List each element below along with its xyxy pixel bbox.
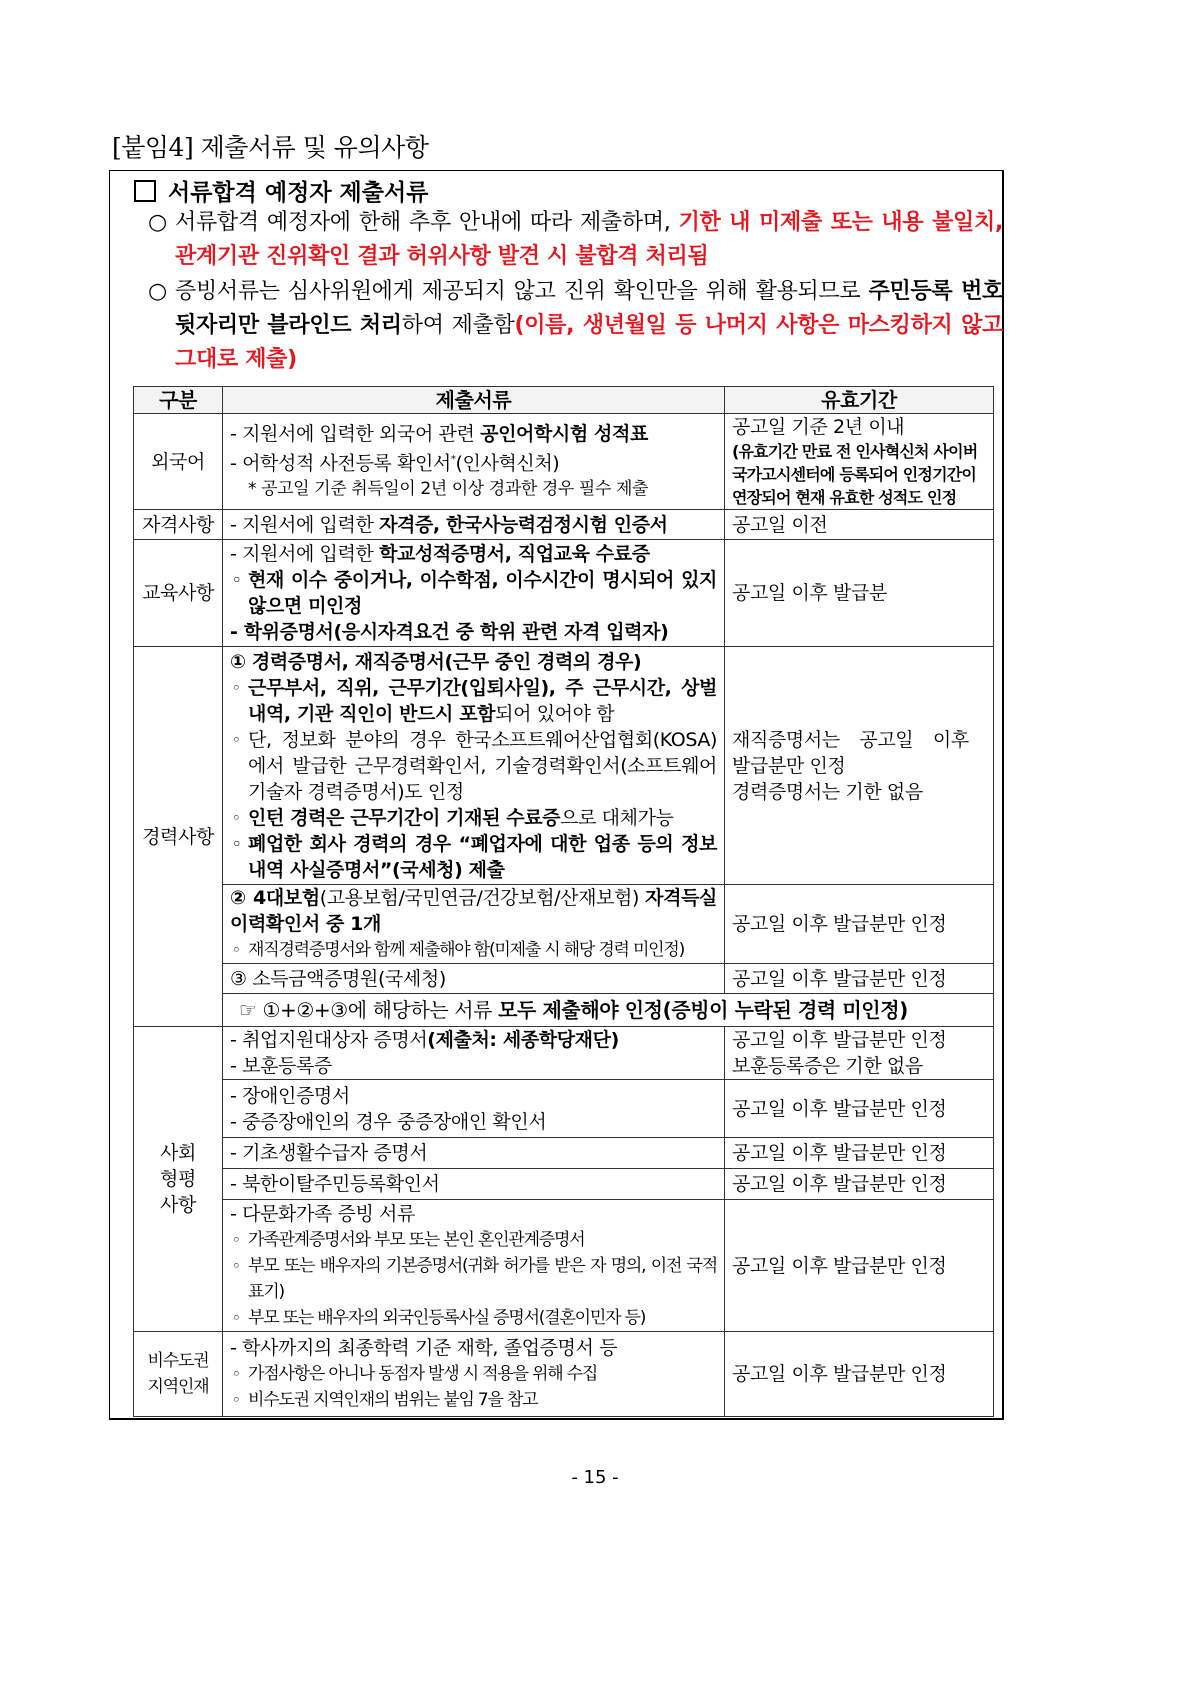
validity-cell: 공고일 이후 발급분만 인정 xyxy=(725,1138,994,1169)
doc-text: (인사혁신처) xyxy=(455,452,560,475)
validity-cell xyxy=(725,1027,994,1080)
header-validity: 유효기간 xyxy=(725,387,994,414)
footnote-mark: * xyxy=(450,453,456,465)
table-row-social-3 xyxy=(134,1138,994,1169)
pointing-hand-icon: ☞ xyxy=(239,998,257,1022)
documents-cell xyxy=(223,885,725,964)
documents-cell: - 북한이탈주민등록확인서 xyxy=(223,1169,725,1200)
notice-warning-text: (이름, 생년월일 등 나머지 사항은 마스킹하지 않고 그대로 제출) xyxy=(175,313,1003,372)
footnote-text: * 공고일 기준 취득일이 2년 이상 경과한 경우 필수 제출 xyxy=(248,479,649,500)
doc-text: - 지원서에 입력한 xyxy=(230,513,380,536)
table-row-career-3 xyxy=(134,964,994,994)
doc-bold-text: 모두 제출해야 인정(증빙이 누락된 경력 미인정) xyxy=(498,998,908,1022)
validity-cell: 공고일 이후 발급분만 인정 xyxy=(725,1332,994,1417)
table-row-career-1 xyxy=(134,647,994,885)
category-cell xyxy=(134,1027,223,1332)
documents-cell xyxy=(223,540,725,647)
section-heading xyxy=(134,174,428,207)
category-text: 사회 xyxy=(160,1142,196,1164)
notice-text: 하여 제출함 xyxy=(401,313,515,338)
doc-text: - 어학성적 사전등록 확인서 xyxy=(230,452,451,475)
documents-cell xyxy=(223,1027,725,1080)
category-text: 지역인재 xyxy=(147,1377,209,1397)
doc-sub-item: ◦ 가족관계증명서와 부모 또는 본인 혼인관계증명서 xyxy=(230,1227,717,1253)
doc-sub-item: ◦ 재직경력증명서와 함께 제출해야 함(미제출 시 해당 경력 미인정) xyxy=(230,937,717,963)
documents-cell xyxy=(223,1200,725,1332)
doc-text: - 지원서에 입력한 xyxy=(230,543,380,565)
validity-cell: 공고일 이전 xyxy=(725,510,994,540)
category-text: 형평 xyxy=(160,1168,196,1190)
table-row-social-1 xyxy=(134,1027,994,1080)
doc-bold-text: 인턴 경력은 근무기간이 기재된 수료증 xyxy=(248,806,561,829)
validity-text: 보훈등록증은 기한 없음 xyxy=(732,1055,923,1077)
doc-bold-text: 자격증, 한국사능력검정시험 인증서 xyxy=(379,513,668,536)
notice-warning-text: 기한 내 미제출 또는 내용 불일치, 관계기관 진위확인 결과 허위사항 발견 시 불합격 처리됨 xyxy=(175,210,1003,269)
validity-text: 공고일 이후 발급분만 인정 xyxy=(732,1029,947,1051)
validity-cell: 공고일 이후 발급분만 인정 xyxy=(725,885,994,964)
doc-sub-item: ◦ 가점사항은 아니나 동점자 발생 시 적용을 위해 수집 xyxy=(230,1361,717,1387)
doc-text: ①+②+③에 해당하는 서류 xyxy=(256,998,499,1022)
notice-bold-text: 주민등록 번호 뒷자리만 블라인드 처리 xyxy=(175,279,1003,338)
documents-cell: - 기초생활수급자 증명서 xyxy=(223,1138,725,1169)
validity-text: 공고일 기준 2년 이내 xyxy=(732,416,905,438)
documents-table xyxy=(133,386,994,1417)
doc-sub-item: ◦ 폐업한 회사 경력의 경우 “폐업자에 대한 업종 등의 정보내역 사실증명서”(국세청) 제출 xyxy=(230,831,717,883)
circle-bullet-icon: ○ xyxy=(148,210,167,235)
doc-sub-item: ◦ 비수도권 지역인재의 범위는 붙임 7을 참고 xyxy=(230,1387,717,1413)
table-row-regional-talent xyxy=(134,1332,994,1417)
doc-sub-item: ◦ 단, 정보화 분야의 경우 한국소프트웨어산업협회(KOSA)에서 발급한 근무경력확인서, 기술경력확인서(소프트웨어기술자 경력증명서)도 인정 xyxy=(230,727,717,805)
doc-bold-text: 공인어학시험 성적표 xyxy=(480,422,648,445)
doc-sub-item: ◦ 현재 이수 중이거나, 이수학점, 이수시간이 명시되어 있지 않으면 미인정 xyxy=(230,567,717,619)
notice-text: 서류합격 예정자에 한해 추후 안내에 따라 제출하며, xyxy=(175,210,679,235)
documents-cell: ③ 소득금액증명원(국세청) xyxy=(223,964,725,994)
doc-item-title: ① 경력증명서, 재직증명서(근무 중인 경력의 경우) xyxy=(230,650,642,673)
doc-bold-text: 근무부서, 직위, 근무기간(입퇴사일), 주 근무시간, 상벌내역, 기관 직인이 반드시 포함 xyxy=(248,676,717,725)
doc-text: 으로 대체가능 xyxy=(560,806,674,829)
doc-text: - 지원서에 입력한 외국어 관련 xyxy=(230,422,481,445)
doc-bold-text: - 학위증명서(응시자격요건 중 학위 관련 자격 입력자) xyxy=(230,621,669,643)
doc-sub-item: ◦ 부모 또는 배우자의 기본증명서(귀화 허가를 받은 자 명의, 이전 국적 표기) xyxy=(230,1253,717,1305)
table-row-career-summary xyxy=(134,994,994,1027)
notice-bullet-2 xyxy=(148,275,1003,377)
validity-text: 경력증명서는 기한 없음 xyxy=(732,780,923,803)
career-summary-cell xyxy=(223,994,994,1027)
validity-cell: 공고일 이후 발급분만 인정 xyxy=(725,1080,994,1138)
notice-text: 증빙서류는 심사위원에게 제공되지 않고 진위 확인만을 위해 활용되므로 xyxy=(175,279,869,304)
doc-text: - 장애인증명서 xyxy=(230,1084,350,1107)
doc-text: (고용보험/국민연금/건강보험/산재보험) xyxy=(319,887,646,909)
doc-text: - 중증장애인의 경우 중증장애인 확인서 xyxy=(230,1110,547,1133)
category-cell: 교육사항 xyxy=(134,540,223,647)
validity-cell: 공고일 이후 발급분만 인정 xyxy=(725,1200,994,1332)
documents-cell xyxy=(223,510,725,540)
category-cell xyxy=(134,1332,223,1417)
validity-note: (유효기간 만료 전 인사혁신처 사이버 국가고시센터에 등록되어 인정기간이 연장되어 현재 유효한 성적도 인정 xyxy=(732,442,978,507)
validity-cell: 공고일 이후 발급분만 인정 xyxy=(725,964,994,994)
header-category: 구분 xyxy=(134,387,223,414)
doc-text: - 다문화가족 증빙 서류 xyxy=(230,1202,415,1225)
doc-text: - 보훈등록증 xyxy=(230,1055,332,1077)
documents-cell xyxy=(223,1080,725,1138)
page-title: [붙임4] 제출서류 및 유의사항 xyxy=(112,133,429,162)
category-cell: 외국어 xyxy=(134,414,223,510)
table-row-foreign-language xyxy=(134,414,994,510)
doc-bold-text: 자격득실이력확인서 중 1개 xyxy=(230,887,717,935)
category-text: 비수도권 xyxy=(147,1351,209,1371)
category-cell: 경력사항 xyxy=(134,647,223,1027)
checkbox-square-icon xyxy=(134,180,156,202)
validity-cell: 공고일 이후 발급분만 인정 xyxy=(725,1169,994,1200)
circle-bullet-icon: ○ xyxy=(148,279,167,304)
validity-cell: 공고일 이후 발급분 xyxy=(725,540,994,647)
documents-cell xyxy=(223,414,725,510)
table-row-social-2 xyxy=(134,1080,994,1138)
validity-cell xyxy=(725,647,994,885)
category-text: 사항 xyxy=(160,1194,196,1216)
table-row-multicultural xyxy=(134,1200,994,1332)
doc-text: 되어 있어야 함 xyxy=(495,702,615,725)
doc-bold-text: (제출처: 세종학당재단) xyxy=(427,1029,619,1051)
header-documents: 제출서류 xyxy=(223,387,725,414)
table-row-qualification xyxy=(134,510,994,540)
doc-text: - 취업지원대상자 증명서 xyxy=(230,1029,428,1051)
documents-cell xyxy=(223,1332,725,1417)
table-row-career-2 xyxy=(134,885,994,964)
doc-sub-item: ◦ 부모 또는 배우자의 외국인등록사실 증명서(결혼이민자 등) xyxy=(230,1305,717,1331)
table-row-education xyxy=(134,540,994,647)
validity-text: 재직증명서는 공고일 이후 xyxy=(732,728,969,751)
category-cell: 자격사항 xyxy=(134,510,223,540)
doc-text: - 학사까지의 최종학력 기준 재학, 졸업증명서 등 xyxy=(230,1337,618,1359)
doc-bold-text: 학교성적증명서, 직업교육 수료증 xyxy=(379,543,650,565)
page-number: - 15 - xyxy=(571,1467,619,1488)
table-header-row xyxy=(134,387,994,414)
doc-bold-text: ② 4대보험 xyxy=(230,887,320,909)
section-heading-text: 서류합격 예정자 제출서류 xyxy=(168,180,429,206)
validity-text: 발급분만 인정 xyxy=(732,754,846,777)
validity-cell xyxy=(725,414,994,510)
table-row-social-4 xyxy=(134,1169,994,1200)
documents-cell xyxy=(223,647,725,885)
notice-bullet-1 xyxy=(148,206,1003,274)
